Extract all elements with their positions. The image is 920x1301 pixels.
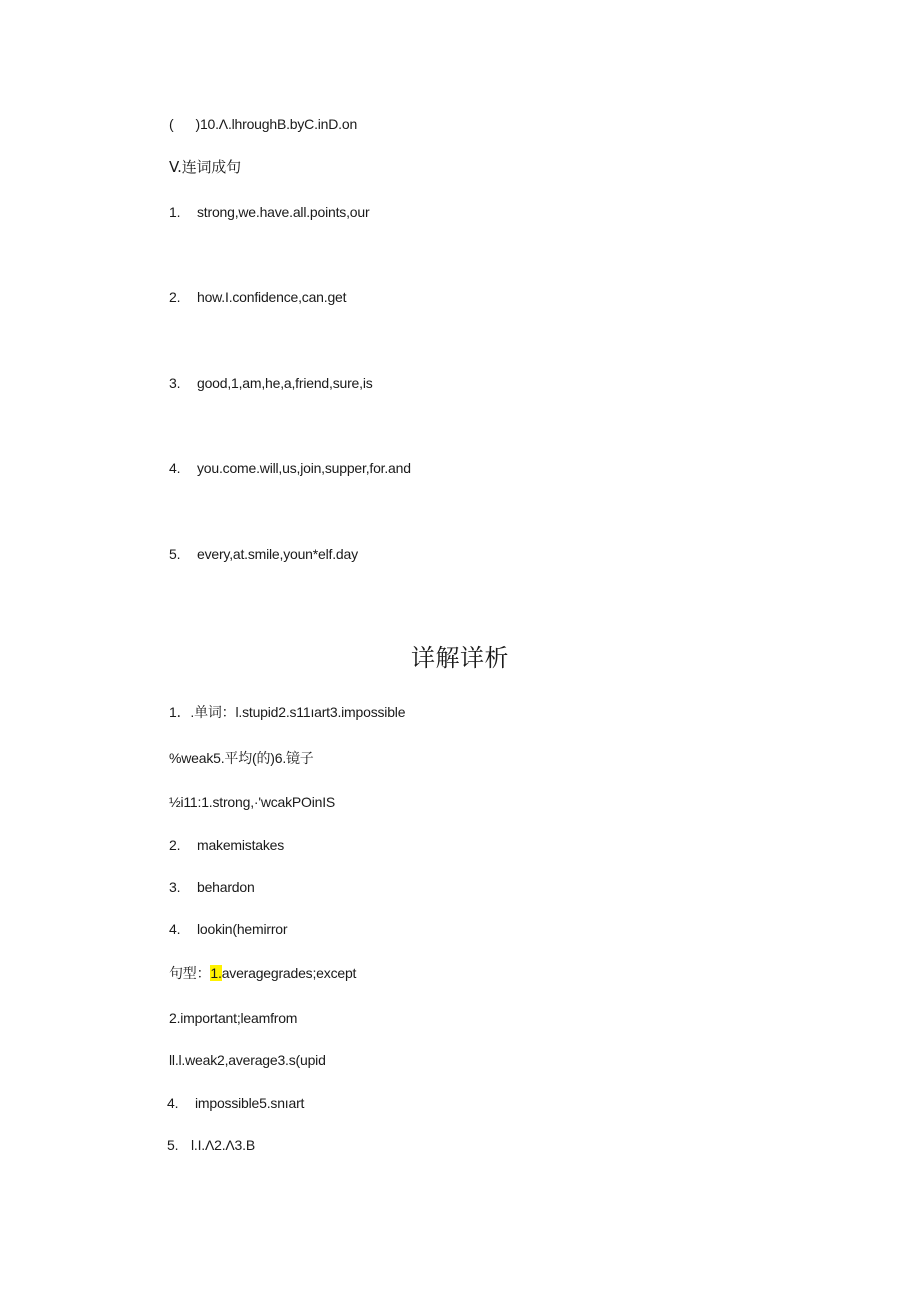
item-text: behardon [197, 879, 255, 895]
answer-phrase-line: ½i11:1.strong,·'wcakPOinIS [169, 794, 336, 810]
item-text: impossible5.snıart [195, 1095, 305, 1111]
item-text: strong,we.have.all.points,our [197, 204, 370, 220]
item-number: 3. [169, 375, 181, 391]
list-item [169, 288, 346, 306]
list-item [169, 374, 373, 392]
answers-heading: 详解详析 [411, 644, 509, 672]
answer-paren-open: ( [169, 116, 174, 132]
list-item [169, 545, 358, 563]
list-item [169, 836, 284, 854]
list-item [169, 459, 411, 477]
item-text: makemistakes [197, 837, 285, 853]
pattern-prefix: 句型： [169, 966, 211, 982]
item-number: 1. [169, 204, 181, 220]
highlighted-text: 1. [210, 965, 222, 981]
pattern-rest: averagegrades;except [221, 965, 357, 981]
item-text: lookin(hemirror [197, 921, 288, 937]
item-text: you.come.will,us,join,supper,for.and [197, 460, 411, 476]
item-number: 5. [169, 546, 181, 562]
answer-paren-close: ) [195, 116, 200, 132]
answer-pattern-line [169, 964, 356, 983]
item-number: 2. [169, 837, 181, 853]
item-number: 2. [169, 289, 181, 305]
item-number: 4. [169, 460, 181, 476]
answer-important-line: 2.important;leamfrom [169, 1010, 298, 1026]
item-number: 4. [169, 921, 181, 937]
list-item [169, 878, 255, 896]
item-text: l.I.Λ2.Λ3.B [191, 1137, 255, 1153]
section-v-title: V.连词成句 [169, 158, 241, 176]
list-item [169, 920, 287, 938]
item-text: every,at.smile,youn*elf.day [197, 546, 358, 562]
question-10 [169, 115, 357, 133]
list-item [167, 1094, 304, 1112]
item-number: 3. [169, 879, 181, 895]
item-text: good,1,am,he,a,friend,sure,is [197, 375, 373, 391]
item-text: how.I.confidence,can.get [197, 289, 347, 305]
item-number: 4. [167, 1095, 179, 1111]
item-number: 5. [167, 1137, 179, 1153]
answer-vocab-line: 1．.单词：l.stupid2.s11ıart3.impossible [169, 704, 406, 720]
list-item [167, 1136, 255, 1154]
question-10-text: 10.Λ.lhroughB.byC.inD.on [199, 116, 358, 132]
answer-section-ii-line: ll.l.weak2,average3.s(upid [169, 1052, 326, 1068]
answer-vocab-line-2: %weak5.平均(的)6.镜子 [169, 750, 314, 766]
list-item [169, 203, 369, 221]
